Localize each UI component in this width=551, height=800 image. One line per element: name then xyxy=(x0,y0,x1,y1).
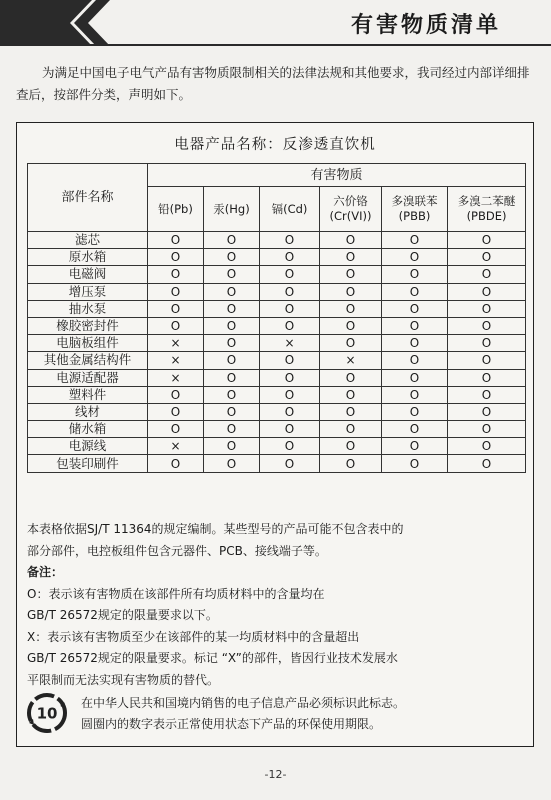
environmental-logo-row xyxy=(27,693,527,737)
table-row xyxy=(28,438,526,455)
substance-code: (PBDE) xyxy=(466,209,507,223)
substance-mark-cell: O xyxy=(204,438,260,455)
logo-caption-line-2: 圆圈内的数字表示正常使用状态下产品的环保使用期限。 xyxy=(81,717,382,731)
substance-mark-cell: O xyxy=(448,352,526,369)
substance-mark-cell: O xyxy=(320,403,382,420)
substance-mark-cell: O xyxy=(148,232,204,249)
part-name-cell: 线材 xyxy=(28,403,148,420)
substance-mark-cell: O xyxy=(148,249,204,266)
substance-mark-cell: O xyxy=(382,232,448,249)
part-name-cell: 橡胶密封件 xyxy=(28,317,148,334)
page-header xyxy=(0,0,551,46)
substance-mark-cell: O xyxy=(320,335,382,352)
substance-mark-cell: O xyxy=(204,386,260,403)
substance-mark-cell: O xyxy=(148,386,204,403)
table-row xyxy=(28,403,526,420)
substance-name: 六价铬 xyxy=(333,194,368,208)
substance-mark-cell: O xyxy=(148,403,204,420)
substance-mark-cell: O xyxy=(382,438,448,455)
substance-mark-cell: O xyxy=(320,421,382,438)
substance-mark-cell: O xyxy=(382,317,448,334)
substance-mark-cell: O xyxy=(448,438,526,455)
substance-mark-cell: O xyxy=(448,455,526,472)
substance-mark-cell: O xyxy=(382,249,448,266)
logo-caption-line-1: 在中华人民共和国境内销售的电子信息产品必须标识此标志。 xyxy=(81,696,406,710)
substance-mark-cell: O xyxy=(260,232,320,249)
substance-mark-cell: O xyxy=(448,335,526,352)
substance-mark-cell: O xyxy=(382,403,448,420)
column-header-substance xyxy=(448,187,526,232)
substance-mark-cell: × xyxy=(260,335,320,352)
substance-mark-cell: × xyxy=(148,335,204,352)
substance-mark-cell: O xyxy=(204,317,260,334)
substance-mark-cell: O xyxy=(320,300,382,317)
substance-mark-cell: O xyxy=(382,283,448,300)
substance-name: 多溴联苯 xyxy=(391,194,438,208)
substance-mark-cell: O xyxy=(448,421,526,438)
substance-mark-cell: O xyxy=(320,249,382,266)
column-header-substance xyxy=(260,187,320,232)
substance-mark-cell: O xyxy=(448,232,526,249)
part-name-cell: 其他金属结构件 xyxy=(28,352,148,369)
substance-mark-cell: O xyxy=(448,386,526,403)
column-header-group: 有害物质 xyxy=(148,164,526,187)
substance-mark-cell: O xyxy=(320,438,382,455)
substance-name: 汞(Hg) xyxy=(213,201,250,216)
substance-mark-cell: O xyxy=(260,455,320,472)
substance-mark-cell: O xyxy=(148,300,204,317)
substance-mark-cell: O xyxy=(382,421,448,438)
substance-mark-cell: O xyxy=(148,421,204,438)
column-header-part: 部件名称 xyxy=(28,164,148,232)
o-definition-line-2: GB/T 26572规定的限量要求以下。 xyxy=(27,608,218,622)
substance-mark-cell: O xyxy=(204,369,260,386)
substance-mark-cell: O xyxy=(204,232,260,249)
part-name-cell: 电源线 xyxy=(28,438,148,455)
substance-mark-cell: O xyxy=(148,455,204,472)
substance-mark-cell: O xyxy=(204,249,260,266)
substance-mark-cell: O xyxy=(320,317,382,334)
part-name-cell: 电脑板组件 xyxy=(28,335,148,352)
substance-mark-cell: O xyxy=(260,317,320,334)
substance-mark-cell: O xyxy=(204,266,260,283)
substance-code: (Cr(VI)) xyxy=(329,209,372,223)
table-row xyxy=(28,317,526,334)
standard-note-line-1: 本表格依据SJ/T 11364的规定编制。某些型号的产品可能不包含表中的 xyxy=(27,522,404,536)
substance-mark-cell: O xyxy=(260,300,320,317)
substance-mark-cell: O xyxy=(204,352,260,369)
part-name-cell: 滤芯 xyxy=(28,232,148,249)
logo-number: 10 xyxy=(36,704,58,723)
notes-section xyxy=(27,519,527,691)
substance-name: 镉(Cd) xyxy=(271,201,308,216)
substance-mark-cell: O xyxy=(260,386,320,403)
substance-mark-cell: O xyxy=(260,249,320,266)
substance-mark-cell: O xyxy=(320,369,382,386)
table-row xyxy=(28,266,526,283)
substance-mark-cell: O xyxy=(260,403,320,420)
product-name-line: 电器产品名称：反渗透直饮机 xyxy=(174,137,376,153)
substance-mark-cell: O xyxy=(382,352,448,369)
column-header-substance xyxy=(320,187,382,232)
substance-mark-cell: O xyxy=(448,283,526,300)
substance-mark-cell: O xyxy=(204,403,260,420)
x-definition-line-1: X：表示该有害物质至少在该部件的某一均质材料中的含量超出 xyxy=(27,629,360,644)
substance-mark-cell: × xyxy=(148,438,204,455)
substance-mark-cell: × xyxy=(320,352,382,369)
table-row xyxy=(28,386,526,403)
table-row xyxy=(28,352,526,369)
part-name-cell: 抽水泵 xyxy=(28,300,148,317)
column-header-substance xyxy=(148,187,204,232)
substance-mark-cell: O xyxy=(148,283,204,300)
x-definition-line-2: GB/T 26572规定的限量要求。标记 “X”的部件，皆因行业技术发展水 xyxy=(27,651,398,665)
column-header-substance xyxy=(204,187,260,232)
intro-paragraph: 为满足中国电子电气产品有害物质限制相关的法律法规和其他要求，我司经过内部详细排查后，按部件分类，声明如下。 xyxy=(16,65,530,102)
table-row xyxy=(28,249,526,266)
substance-mark-cell: O xyxy=(448,300,526,317)
part-name-cell: 电源适配器 xyxy=(28,369,148,386)
substance-mark-cell: O xyxy=(260,369,320,386)
substance-mark-cell: × xyxy=(148,369,204,386)
notes-heading: 备注： xyxy=(27,565,64,579)
substance-mark-cell: O xyxy=(382,300,448,317)
substance-mark-cell: O xyxy=(260,266,320,283)
declaration-panel xyxy=(16,122,534,747)
part-name-cell: 塑料件 xyxy=(28,386,148,403)
substance-mark-cell: O xyxy=(448,249,526,266)
substance-name: 铅(Pb) xyxy=(158,201,193,216)
table-row xyxy=(28,283,526,300)
substance-mark-cell: O xyxy=(448,266,526,283)
o-definition-line-1: O：表示该有害物质在该部件所有均质材料中的含量均在 xyxy=(27,586,325,601)
substance-mark-cell: O xyxy=(320,283,382,300)
substance-mark-cell: O xyxy=(448,369,526,386)
epup-10-icon xyxy=(27,693,67,733)
table-row xyxy=(28,421,526,438)
page-number: -12- xyxy=(264,768,287,781)
part-name-cell: 包装印刷件 xyxy=(28,455,148,472)
table-row xyxy=(28,232,526,249)
table-row xyxy=(28,369,526,386)
standard-note-line-2: 部分部件，电控板组件包含元器件、PCB、接线端子等。 xyxy=(27,543,327,558)
logo-caption xyxy=(81,693,521,735)
table-row xyxy=(28,300,526,317)
part-name-cell: 增压泵 xyxy=(28,283,148,300)
part-name-cell: 储水箱 xyxy=(28,421,148,438)
substance-mark-cell: O xyxy=(204,455,260,472)
substance-mark-cell: O xyxy=(448,403,526,420)
part-name-cell: 电磁阀 xyxy=(28,266,148,283)
substance-mark-cell: × xyxy=(148,352,204,369)
substance-mark-cell: O xyxy=(320,266,382,283)
substance-mark-cell: O xyxy=(148,266,204,283)
substance-mark-cell: O xyxy=(382,266,448,283)
substance-mark-cell: O xyxy=(204,283,260,300)
page-title: 有害物质清单 xyxy=(350,13,501,38)
column-header-substance xyxy=(382,187,448,232)
substance-mark-cell: O xyxy=(320,386,382,403)
substance-mark-cell: O xyxy=(382,455,448,472)
part-name-cell: 原水箱 xyxy=(28,249,148,266)
table-row xyxy=(28,335,526,352)
substance-mark-cell: O xyxy=(204,335,260,352)
substance-mark-cell: O xyxy=(382,369,448,386)
substance-mark-cell: O xyxy=(148,317,204,334)
table-row xyxy=(28,455,526,472)
substance-code: (PBB) xyxy=(398,209,431,223)
substance-mark-cell: O xyxy=(260,283,320,300)
substance-mark-cell: O xyxy=(260,421,320,438)
x-definition-line-3: 平限制而无法实现有害物质的替代。 xyxy=(27,672,220,687)
substance-mark-cell: O xyxy=(382,386,448,403)
substance-mark-cell: O xyxy=(260,352,320,369)
substance-name: 多溴二苯醚 xyxy=(457,194,516,208)
substance-mark-cell: O xyxy=(204,300,260,317)
substance-mark-cell: O xyxy=(320,455,382,472)
substance-mark-cell: O xyxy=(382,335,448,352)
substance-mark-cell: O xyxy=(448,317,526,334)
substance-mark-cell: O xyxy=(320,232,382,249)
hazardous-substance-table xyxy=(27,163,526,473)
substance-mark-cell: O xyxy=(260,438,320,455)
substance-mark-cell: O xyxy=(204,421,260,438)
